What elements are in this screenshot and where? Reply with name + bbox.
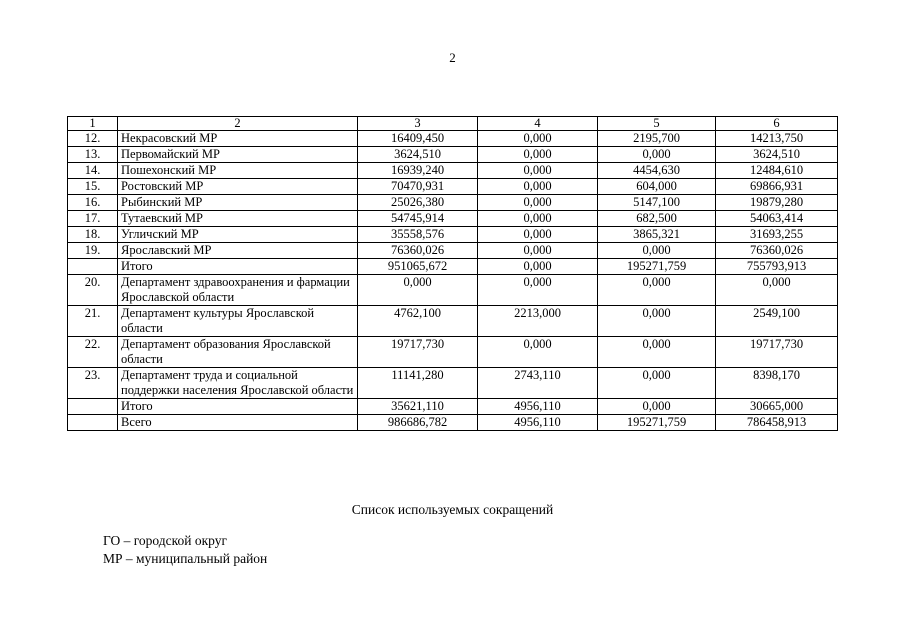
row-name-cell: Всего xyxy=(118,415,358,431)
row-name-cell: Тутаевский МР xyxy=(118,211,358,227)
value-cell-4: 2213,000 xyxy=(478,306,598,337)
value-cell-5: 2195,700 xyxy=(598,131,716,147)
value-cell-5: 5147,100 xyxy=(598,195,716,211)
row-number-cell: 21. xyxy=(68,306,118,337)
row-number-cell: 15. xyxy=(68,179,118,195)
row-number-cell xyxy=(68,259,118,275)
table-row xyxy=(68,211,838,227)
value-cell-5: 4454,630 xyxy=(598,163,716,179)
value-cell-3: 11141,280 xyxy=(358,368,478,399)
value-cell-4: 0,000 xyxy=(478,163,598,179)
value-cell-3: 0,000 xyxy=(358,275,478,306)
table-row xyxy=(68,415,838,431)
value-cell-3: 70470,931 xyxy=(358,179,478,195)
table-row xyxy=(68,306,838,337)
value-cell-3: 35621,110 xyxy=(358,399,478,415)
row-name-cell: Пошехонский МР xyxy=(118,163,358,179)
row-name-cell: Департамент культуры Ярославской области xyxy=(118,306,358,337)
value-cell-4: 0,000 xyxy=(478,131,598,147)
value-cell-5: 0,000 xyxy=(598,368,716,399)
value-cell-4: 4956,110 xyxy=(478,399,598,415)
table-row xyxy=(68,337,838,368)
row-name-cell: Ростовский МР xyxy=(118,179,358,195)
value-cell-4: 2743,110 xyxy=(478,368,598,399)
table-row xyxy=(68,275,838,306)
value-cell-3: 986686,782 xyxy=(358,415,478,431)
value-cell-6: 3624,510 xyxy=(716,147,838,163)
value-cell-6: 12484,610 xyxy=(716,163,838,179)
value-cell-4: 0,000 xyxy=(478,147,598,163)
row-number-cell xyxy=(68,415,118,431)
value-cell-3: 3624,510 xyxy=(358,147,478,163)
value-cell-6: 30665,000 xyxy=(716,399,838,415)
value-cell-3: 19717,730 xyxy=(358,337,478,368)
table-header-row xyxy=(68,117,838,131)
value-cell-6: 76360,026 xyxy=(716,243,838,259)
page-number: 2 xyxy=(449,50,456,65)
row-name-cell: Департамент труда и социальной поддержки населения Ярославской области xyxy=(118,368,358,399)
value-cell-5: 195271,759 xyxy=(598,415,716,431)
value-cell-4: 0,000 xyxy=(478,227,598,243)
header-cell: 3 xyxy=(358,117,478,131)
abbreviations-title: Список используемых сокращений xyxy=(351,502,554,517)
row-name-cell: Угличский МР xyxy=(118,227,358,243)
value-cell-4: 0,000 xyxy=(478,337,598,368)
table-row xyxy=(68,227,838,243)
row-name-cell: Некрасовский МР xyxy=(118,131,358,147)
row-name-cell: Рыбинский МР xyxy=(118,195,358,211)
value-cell-6: 786458,913 xyxy=(716,415,838,431)
value-cell-6: 755793,913 xyxy=(716,259,838,275)
table-row xyxy=(68,368,838,399)
row-number-cell: 12. xyxy=(68,131,118,147)
value-cell-3: 16409,450 xyxy=(358,131,478,147)
value-cell-6: 19717,730 xyxy=(716,337,838,368)
table-row xyxy=(68,163,838,179)
value-cell-5: 0,000 xyxy=(598,147,716,163)
value-cell-5: 195271,759 xyxy=(598,259,716,275)
row-number-cell: 18. xyxy=(68,227,118,243)
header-cell: 1 xyxy=(68,117,118,131)
value-cell-5: 682,500 xyxy=(598,211,716,227)
value-cell-6: 0,000 xyxy=(716,275,838,306)
value-cell-4: 0,000 xyxy=(478,275,598,306)
row-number-cell: 17. xyxy=(68,211,118,227)
value-cell-5: 0,000 xyxy=(598,275,716,306)
header-cell: 4 xyxy=(478,117,598,131)
row-name-cell: Департамент образования Ярославской области xyxy=(118,337,358,368)
table-row xyxy=(68,399,838,415)
table-row xyxy=(68,131,838,147)
value-cell-6: 2549,100 xyxy=(716,306,838,337)
row-number-cell: 14. xyxy=(68,163,118,179)
value-cell-4: 0,000 xyxy=(478,195,598,211)
value-cell-4: 0,000 xyxy=(478,259,598,275)
value-cell-4: 0,000 xyxy=(478,243,598,259)
header-cell: 5 xyxy=(598,117,716,131)
value-cell-6: 54063,414 xyxy=(716,211,838,227)
value-cell-6: 8398,170 xyxy=(716,368,838,399)
value-cell-3: 4762,100 xyxy=(358,306,478,337)
value-cell-5: 604,000 xyxy=(598,179,716,195)
row-number-cell: 23. xyxy=(68,368,118,399)
value-cell-5: 0,000 xyxy=(598,243,716,259)
row-number-cell: 13. xyxy=(68,147,118,163)
value-cell-5: 0,000 xyxy=(598,306,716,337)
value-cell-5: 0,000 xyxy=(598,399,716,415)
value-cell-6: 69866,931 xyxy=(716,179,838,195)
value-cell-5: 3865,321 xyxy=(598,227,716,243)
data-table xyxy=(67,116,838,431)
value-cell-6: 19879,280 xyxy=(716,195,838,211)
value-cell-6: 14213,750 xyxy=(716,131,838,147)
value-cell-3: 16939,240 xyxy=(358,163,478,179)
row-number-cell xyxy=(68,399,118,415)
row-name-cell: Первомайский МР xyxy=(118,147,358,163)
value-cell-5: 0,000 xyxy=(598,337,716,368)
table-row xyxy=(68,147,838,163)
row-number-cell: 16. xyxy=(68,195,118,211)
value-cell-3: 951065,672 xyxy=(358,259,478,275)
value-cell-3: 35558,576 xyxy=(358,227,478,243)
header-cell: 2 xyxy=(118,117,358,131)
row-name-cell: Ярославский МР xyxy=(118,243,358,259)
value-cell-3: 54745,914 xyxy=(358,211,478,227)
header-cell: 6 xyxy=(716,117,838,131)
table-row xyxy=(68,259,838,275)
row-name-cell: Департамент здравоохранения и фармации Ярославской области xyxy=(118,275,358,306)
value-cell-4: 0,000 xyxy=(478,179,598,195)
row-number-cell: 19. xyxy=(68,243,118,259)
abbreviation-item: МР – муниципальный район xyxy=(103,551,268,566)
row-name-cell: Итого xyxy=(118,259,358,275)
value-cell-6: 31693,255 xyxy=(716,227,838,243)
row-name-cell: Итого xyxy=(118,399,358,415)
table-row xyxy=(68,179,838,195)
value-cell-4: 0,000 xyxy=(478,211,598,227)
table-row xyxy=(68,243,838,259)
row-number-cell: 20. xyxy=(68,275,118,306)
value-cell-3: 25026,380 xyxy=(358,195,478,211)
abbreviation-item: ГО – городской округ xyxy=(103,533,228,548)
value-cell-3: 76360,026 xyxy=(358,243,478,259)
table-row xyxy=(68,195,838,211)
row-number-cell: 22. xyxy=(68,337,118,368)
value-cell-4: 4956,110 xyxy=(478,415,598,431)
